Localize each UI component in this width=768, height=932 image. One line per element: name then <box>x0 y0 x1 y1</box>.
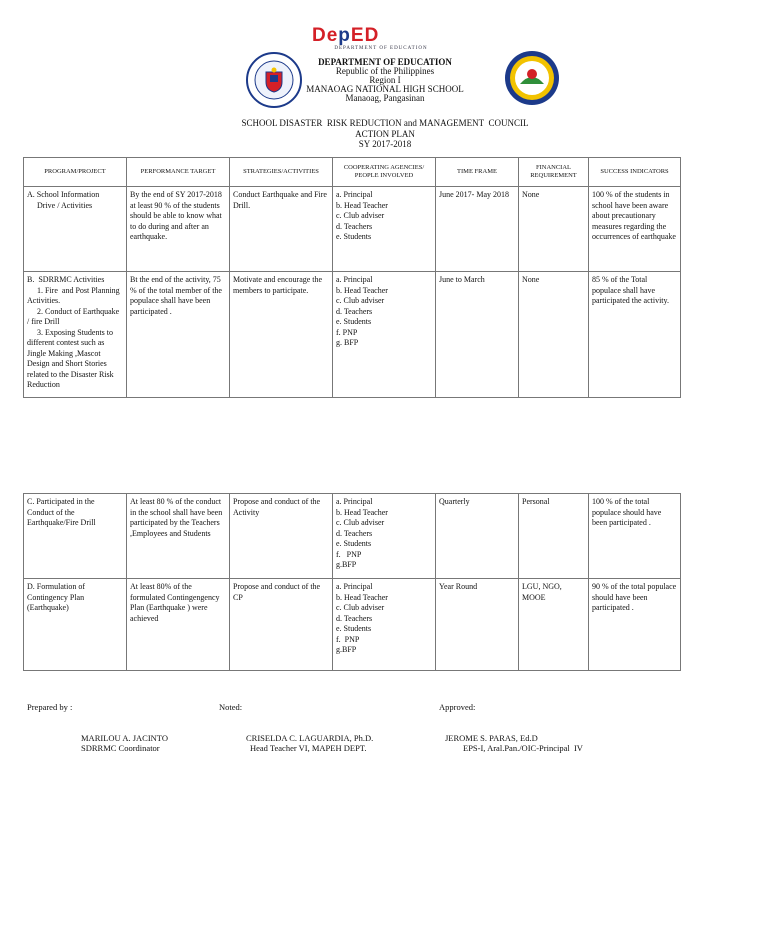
letterhead-location: Manaoag, Pangasinan <box>345 93 425 103</box>
agency-item: d. Teachers <box>336 306 373 316</box>
table-row <box>24 187 681 272</box>
deped-logo-subtext: DEPARTMENT OF EDUCATION <box>334 46 428 51</box>
agency-item: e. Students <box>336 232 372 241</box>
time-frame-cell: June 2017- May 2018 <box>436 187 519 272</box>
strategies-cell: Propose and conduct of the CP <box>230 579 333 671</box>
program-line: Drive / Activities <box>27 200 93 210</box>
agency-item: c. Club adviser <box>336 296 385 305</box>
title-line3: SY 2017-2018 <box>358 139 412 149</box>
agency-item: a. Principal <box>336 582 373 591</box>
financial-cell: LGU, NGO, MOOE <box>519 579 589 671</box>
success-cell: 85 % of the Total populace shall have participated the activity. <box>589 272 681 398</box>
table-row <box>24 579 681 671</box>
program-line: 1. Fire and Post Planning Activities. <box>27 285 122 305</box>
agency-item: f. PNP <box>336 549 362 559</box>
agency-item: b. Head Teacher <box>336 592 388 602</box>
title-line1: SCHOOL DISASTER RISK REDUCTION and MANAGEMENT COUNCIL <box>241 118 529 128</box>
agency-item: c. Club adviser <box>336 518 385 527</box>
time-frame-cell: June to March <box>436 272 519 398</box>
strategies-cell: Motivate and encourage the members to participate. <box>230 272 333 398</box>
prepared-signatory <box>81 733 168 753</box>
financial-cell: None <box>519 272 589 398</box>
action-plan-table-continued <box>23 493 681 671</box>
header-success: SUCCESS INDICATORS <box>589 158 681 187</box>
financial-cell: Personal <box>519 494 589 579</box>
target-cell: At least 80% of the formulated Contingengency Plan (Earthquake ) were achieved <box>127 579 230 671</box>
action-plan-table <box>23 157 681 398</box>
agencies-cell <box>333 579 436 671</box>
letterhead <box>220 58 550 103</box>
program-line: B. SDRRMC Activities <box>27 275 105 284</box>
agencies-cell <box>333 272 436 398</box>
letterhead-republic: Republic of the Philippines <box>335 66 435 76</box>
prepared-name: MARILOU A. JACINTO <box>81 733 168 743</box>
approved-signatory <box>445 733 583 753</box>
success-cell: 90 % of the total populace should have been participated . <box>589 579 681 671</box>
table-header-row <box>24 158 681 187</box>
program-line: 3. Exposing Students to different contest such as Jingle Making ,Mascot Design and Short Stories related to the Disaster Risk Reduction <box>27 327 116 389</box>
agency-item: a. Principal <box>336 190 373 199</box>
noted-signatory <box>246 733 373 753</box>
header-agencies: COOPERATING AGENCIES/ PEOPLE INVOLVED <box>333 158 436 187</box>
agencies-cell <box>333 494 436 579</box>
time-frame-cell: Year Round <box>436 579 519 671</box>
program-line: A. School Information <box>27 190 100 199</box>
noted-label: Noted: <box>219 702 243 712</box>
financial-cell: None <box>519 187 589 272</box>
agency-item: g.BFP <box>336 560 357 569</box>
approved-title: EPS-I, Aral.Pan./OIC-Principal IV <box>463 743 583 753</box>
noted-title: Head Teacher VI, MAPEH DEPT. <box>250 743 367 753</box>
prepared-label: Prepared by : <box>27 702 73 712</box>
program-cell: C. Participated in the Conduct of the Earthquake/Fire Drill <box>24 494 127 579</box>
deped-logo-wordmark: DepED <box>312 25 380 46</box>
agency-item: a. Principal <box>336 275 373 284</box>
agency-item: b. Head Teacher <box>336 507 388 517</box>
agency-item: a. Principal <box>336 497 373 506</box>
agency-item: f. PNP <box>336 634 360 644</box>
letterhead-department: DEPARTMENT OF EDUCATION <box>318 57 452 67</box>
table-row <box>24 272 681 398</box>
agency-item: d. Teachers <box>336 221 373 231</box>
header-strategies: STRATEGIES/ACTIVITIES <box>230 158 333 187</box>
program-cell <box>24 272 127 398</box>
strategies-cell: Conduct Earthquake and Fire Drill. <box>230 187 333 272</box>
deped-logo <box>312 25 450 51</box>
agency-item: e. Students <box>336 317 372 326</box>
approved-name: JEROME S. PARAS, Ed.D <box>445 733 538 743</box>
program-cell: D. Formulation of Contingency Plan (Earthquake) <box>24 579 127 671</box>
title-line2: ACTION PLAN <box>355 128 415 139</box>
program-line: 2. Conduct of Earthquake / fire Drill <box>27 306 122 326</box>
agency-item: d. Teachers <box>336 528 373 538</box>
agency-item: c. Club adviser <box>336 603 385 612</box>
strategies-cell: Propose and conduct of the Activity <box>230 494 333 579</box>
agency-item: b. Head Teacher <box>336 200 388 210</box>
program-cell <box>24 187 127 272</box>
agency-item: g. BFP <box>336 338 359 347</box>
header-program: PROGRAM/PROJECT <box>24 158 127 187</box>
letterhead-region: Region I <box>369 75 401 85</box>
noted-name: CRISELDA C. LAGUARDIA, Ph.D. <box>246 733 374 743</box>
target-cell: By the end of SY 2017-2018 at least 90 % of the students should be able to know what to do during and after an earthquake. <box>127 187 230 272</box>
document-title <box>180 118 590 150</box>
agency-item: d. Teachers <box>336 613 373 623</box>
agencies-cell <box>333 187 436 272</box>
header-financial: FINANCIAL REQUIREMENT <box>519 158 589 187</box>
agency-item: e. Students <box>336 539 372 548</box>
agency-item: c. Club adviser <box>336 211 385 220</box>
agency-item: e. Students <box>336 624 372 633</box>
success-cell: 100 % of the students in school have been aware about precautionary measures regarding the occurrences of earthquake <box>589 187 681 272</box>
target-cell: At least 80 % of the conduct in the school shall have been participated by the Teachers ,Employees and Students <box>127 494 230 579</box>
time-frame-cell: Quarterly <box>436 494 519 579</box>
prepared-title: SDRRMC Coordinator <box>81 743 160 753</box>
agency-item: b. Head Teacher <box>336 285 388 295</box>
table-row <box>24 494 681 579</box>
agency-item: f. PNP <box>336 327 358 337</box>
agency-item: g.BFP <box>336 645 357 654</box>
success-cell: 100 % of the total populace should have been participated . <box>589 494 681 579</box>
header-time-frame: TIME FRAME <box>436 158 519 187</box>
target-cell: Bt the end of the activity, 75 % of the total member of the populace shall have been participated . <box>127 272 230 398</box>
header-target: PERFORMANCE TARGET <box>127 158 230 187</box>
letterhead-school: MANAOAG NATIONAL HIGH SCHOOL <box>306 84 464 94</box>
approved-label: Approved: <box>439 702 476 712</box>
